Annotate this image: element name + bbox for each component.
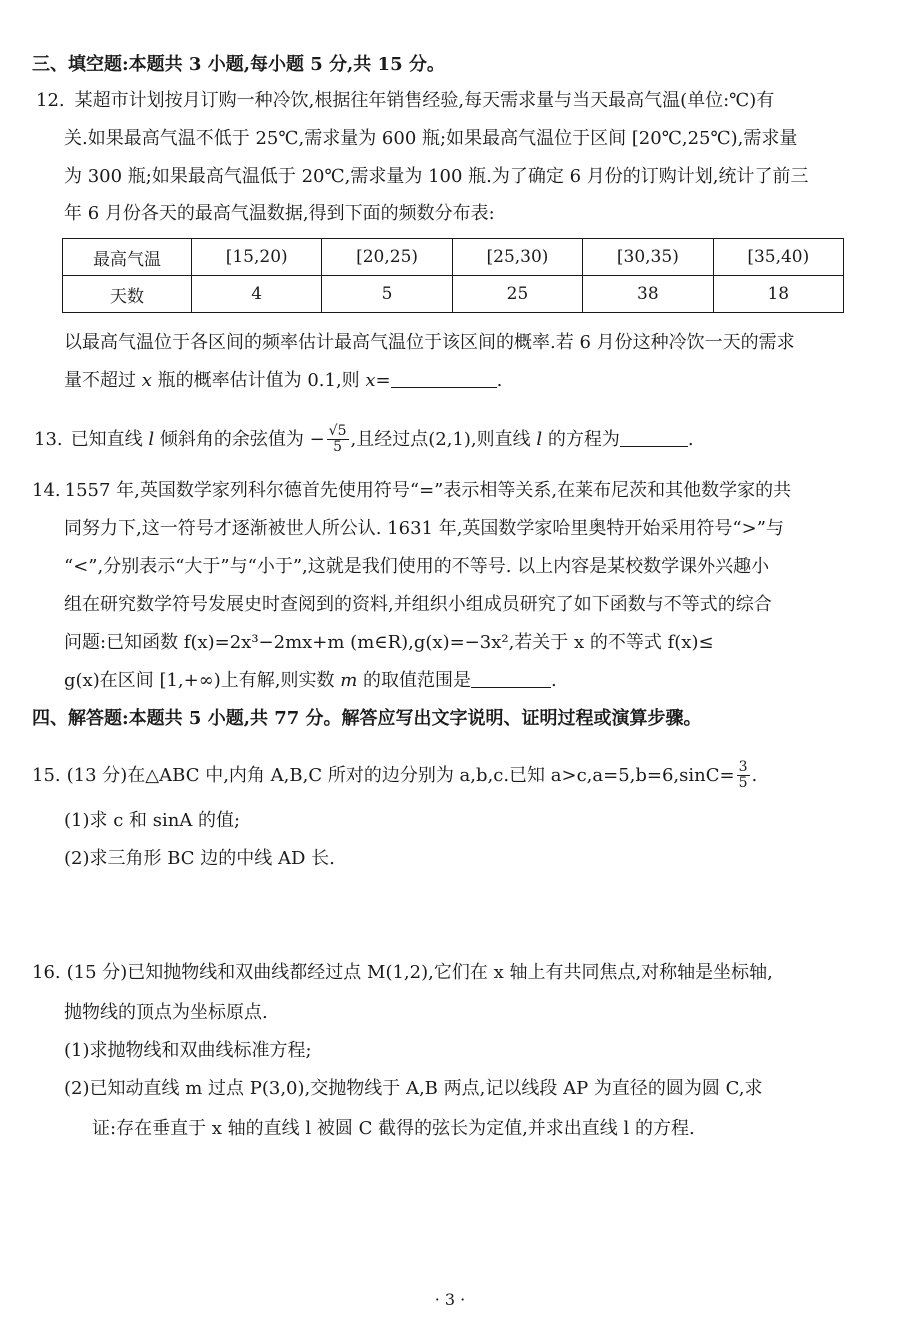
question-16-line-2: 抛物线的顶点为坐标原点. [64, 1002, 268, 1023]
question-12-line-2: 关.如果最高气温不低于 25℃,需求量为 600 瓶;如果最高气温位于区间 [20℃,25℃),需求量 [64, 128, 798, 149]
table-header-cell: 最高气温 [63, 239, 192, 276]
question-16-part-1: (1)求抛物线和双曲线标准方程; [64, 1040, 312, 1061]
question-15-stem: 15. (13 分)在△ABC 中,内角 A,B,C 所对的边分别为 a,b,c.已知 a>c,a=5,b=6,sinC= $\frac{3}{5}$ . [32, 759, 758, 792]
answer-blank[interactable] [471, 687, 551, 688]
question-12-line-3: 为 300 瓶;如果最高气温低于 20℃,需求量为 100 瓶.为了确定 6 月份的订购计划,统计了前三 [64, 166, 809, 187]
table-row [63, 239, 844, 276]
table-header-cell: [15,20) [192, 239, 322, 276]
table-cell: 38 [583, 276, 713, 313]
frequency-table [62, 238, 844, 313]
table-cell: 4 [192, 276, 322, 313]
question-12-line-5: 以最高气温位于各区间的频率估计最高气温位于该区间的概率.若 6 月份这种冷饮一天的需求 [64, 332, 795, 353]
table-cell: 天数 [63, 276, 192, 313]
section-4-title: 四、解答题:本题共 5 小题,共 77 分。解答应写出文字说明、证明过程或演算步骤。 [32, 708, 702, 729]
question-number: 16. [32, 962, 61, 983]
answer-blank[interactable] [391, 387, 497, 388]
question-number: 12. [36, 90, 65, 111]
question-14-line-3: “<”,分别表示“大于”与“小于”,这就是我们使用的不等号. 以上内容是某校数学课外兴趣小 [64, 556, 770, 577]
question-number: 15. [32, 764, 61, 786]
question-number: 13. [34, 428, 63, 450]
question-14-line-6: g(x)在区间 [1,+∞)上有解,则实数 m 的取值范围是 . [64, 670, 557, 691]
question-12-line-4: 年 6 月份各天的最高气温数据,得到下面的频数分布表: [64, 203, 495, 224]
question-15-part-1: (1)求 c 和 sinA 的值; [64, 810, 241, 831]
question-16-part-2-line-1: (2)已知动直线 m 过点 P(3,0),交抛物线于 A,B 两点,记以线段 AP 为直径的圆为圆 C,求 [64, 1078, 763, 1099]
question-12-line-6: 量不超过 x 瓶的概率估计值为 0.1,则 x= . [64, 370, 503, 391]
table-cell: 18 [713, 276, 843, 313]
table-header-cell: [35,40) [713, 239, 843, 276]
question-14-line-2: 同努力下,这一符号才逐渐被世人所公认. 1631 年,英国数学家哈里奥特开始采用符号“>”与 [64, 518, 784, 539]
section-3-title: 三、填空题:本题共 3 小题,每小题 5 分,共 15 分。 [32, 54, 445, 75]
table-header-cell: [30,35) [583, 239, 713, 276]
table-header-cell: [20,25) [322, 239, 452, 276]
table-header-cell: [25,30) [452, 239, 582, 276]
question-12-line-1: 12. 某超市计划按月订购一种冷饮,根据往年销售经验,每天需求量与当天最高气温(单位:℃)有 [36, 90, 775, 111]
fraction: $\frac{3}{5}$ [738, 759, 748, 792]
table-cell: 5 [322, 276, 452, 313]
fraction: $\frac{√5}{5}$ [328, 423, 347, 456]
table-cell: 25 [452, 276, 582, 313]
question-14-line-5: 问题:已知函数 f(x)=2x³−2mx+m (m∈R),g(x)=−3x²,若关于 x 的不等式 f(x)≤ [64, 632, 714, 653]
question-13: 13. 已知直线 l 倾斜角的余弦值为 − $\frac{√5}{5}$ ,且经过点(2,1),则直线 l 的方程为 . [34, 423, 694, 456]
table-row [63, 276, 844, 313]
page-number: · 3 · [434, 1290, 466, 1309]
question-14-line-4: 组在研究数学符号发展史时查阅到的资料,并组织小组成员研究了如下函数与不等式的综合 [64, 594, 772, 615]
answer-blank[interactable] [620, 446, 688, 447]
question-15-part-2: (2)求三角形 BC 边的中线 AD 长. [64, 848, 335, 869]
question-16-part-2-line-2: 证:存在垂直于 x 轴的直线 l 被圆 C 截得的弦长为定值,并求出直线 l 的方程. [92, 1118, 695, 1139]
question-16-line-1: 16. (15 分)已知抛物线和双曲线都经过点 M(1,2),它们在 x 轴上有共同焦点,对称轴是坐标轴, [32, 962, 773, 983]
question-14-line-1: 14. 1557 年,英国数学家列科尔德首先使用符号“=”表示相等关系,在莱布尼茨和其他数学家的共 [32, 480, 792, 501]
question-number: 14. [32, 480, 61, 501]
